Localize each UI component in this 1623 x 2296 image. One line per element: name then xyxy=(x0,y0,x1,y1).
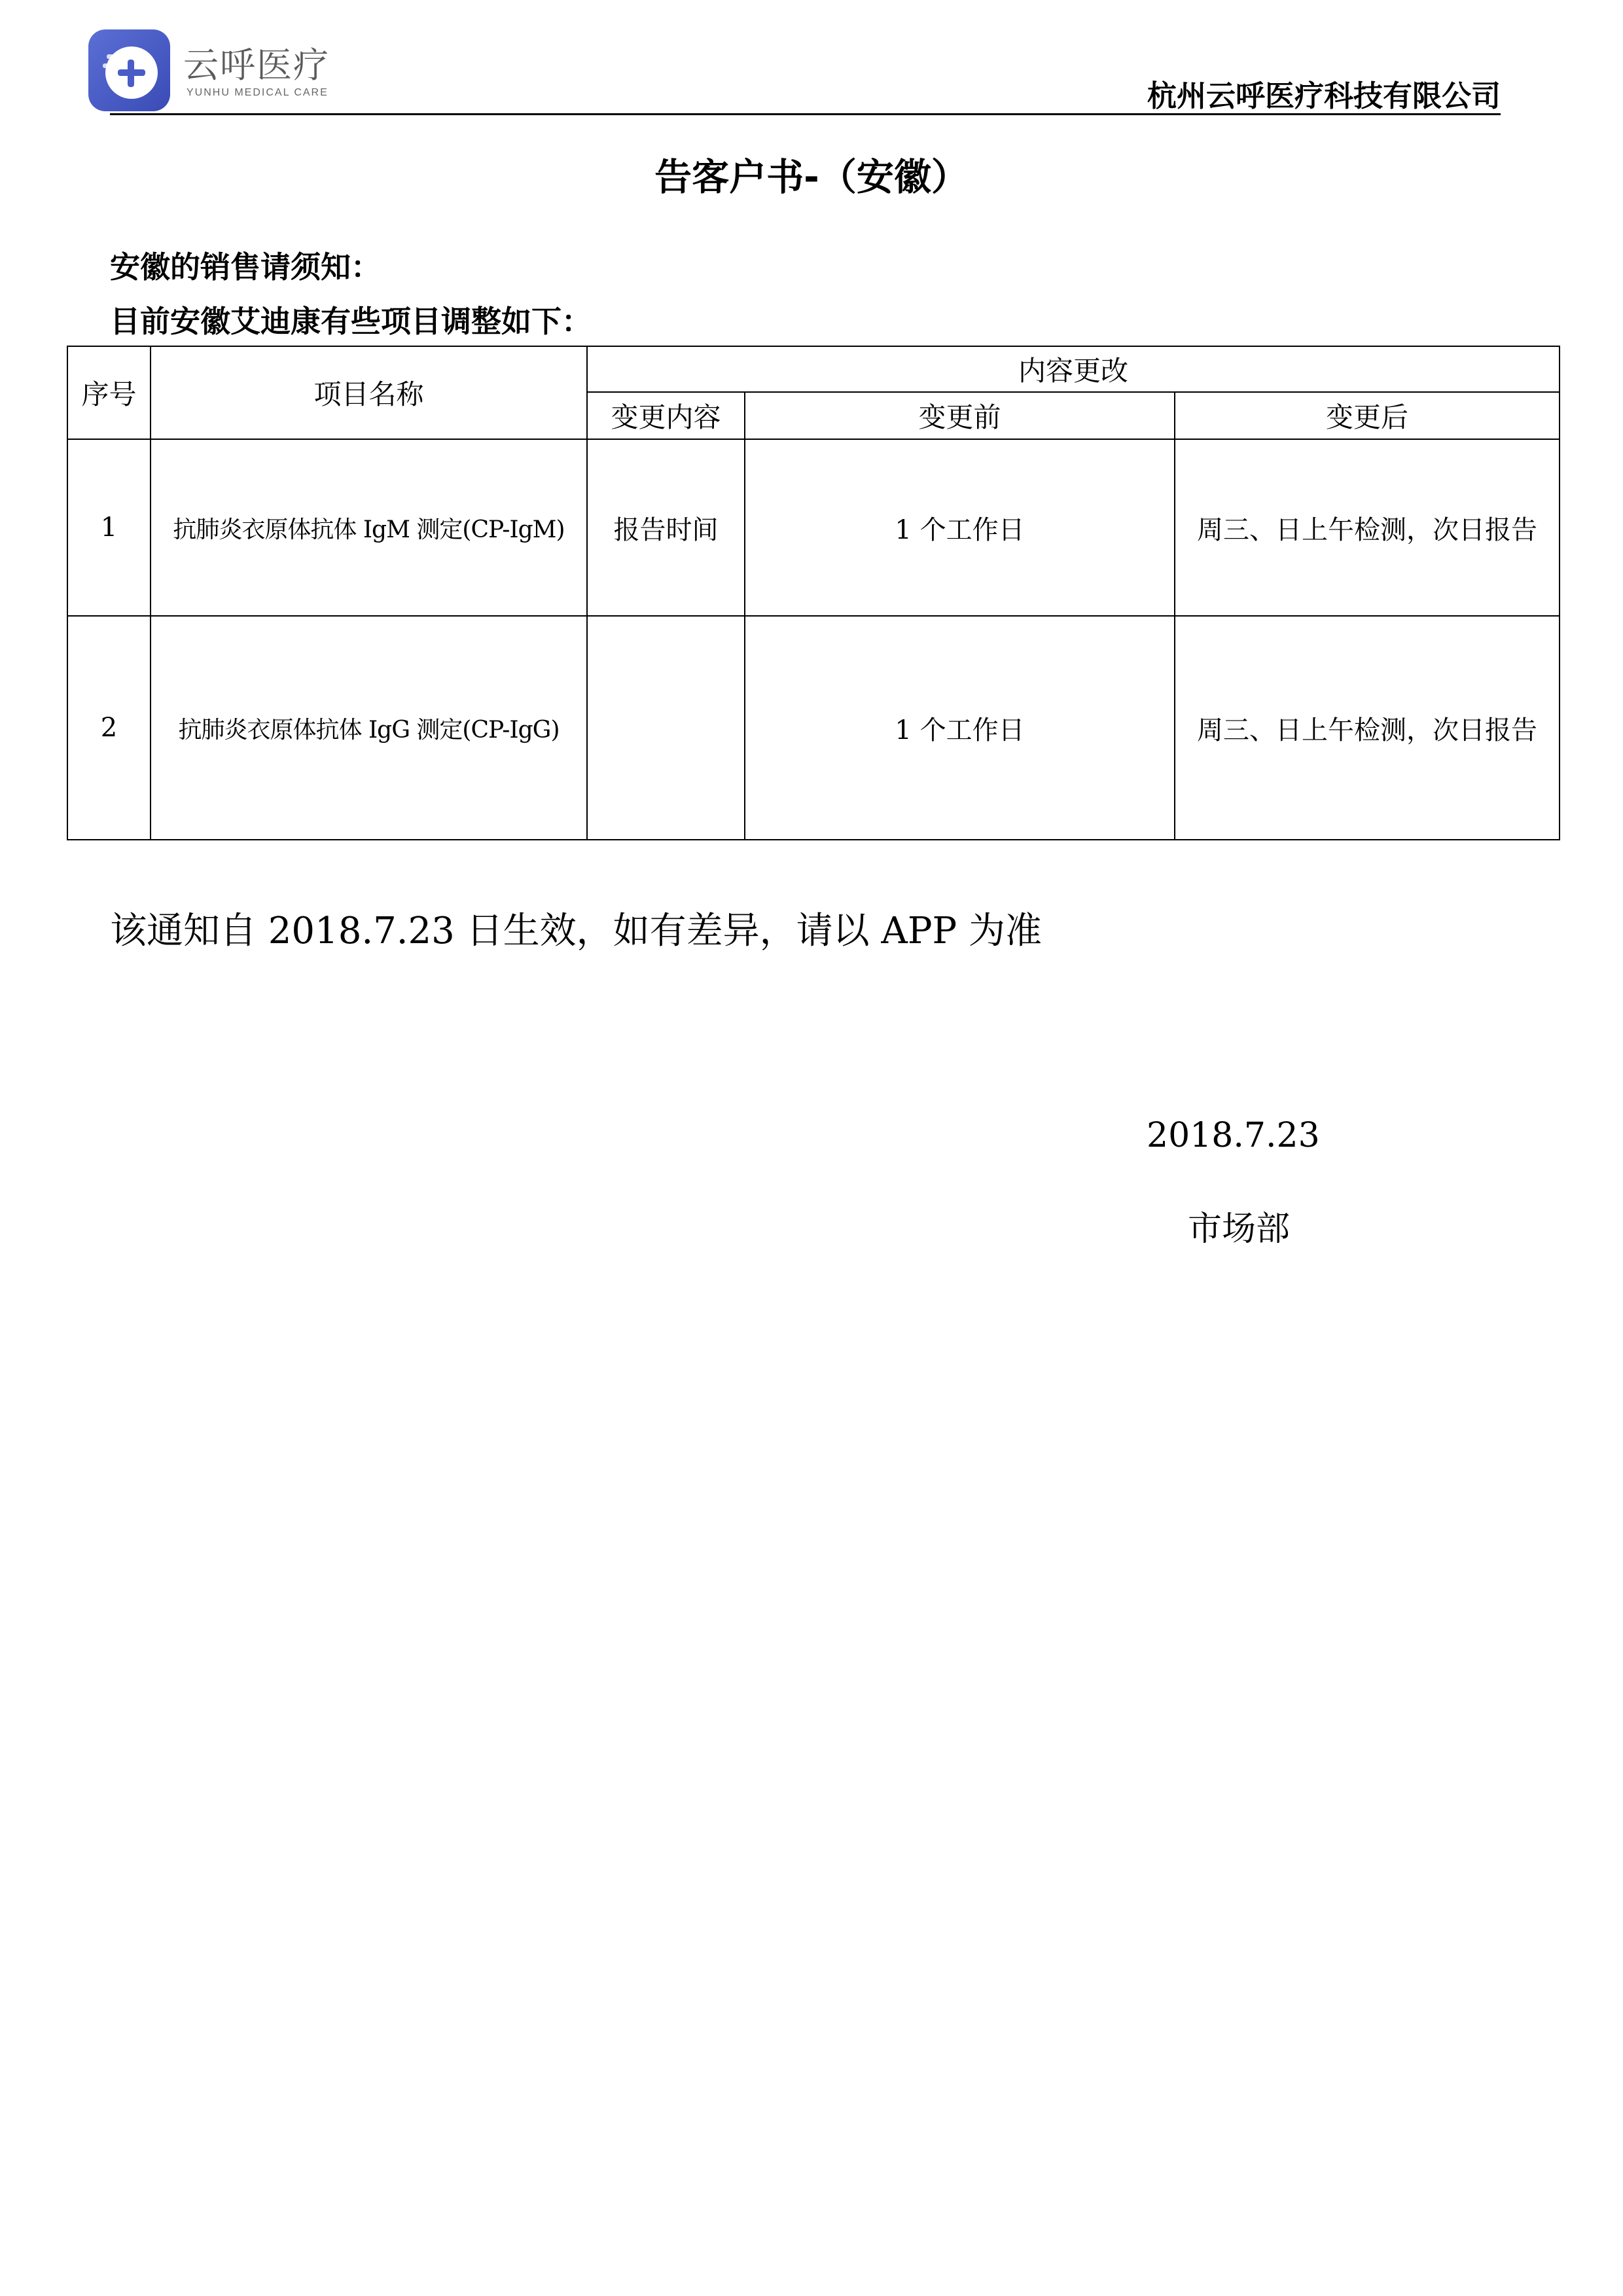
logo-chinese-text: 云呼医疗 xyxy=(183,45,330,86)
header-change-group: 内容更改 xyxy=(587,346,1560,392)
intro-line-1: 安徽的销售请须知： xyxy=(110,249,381,285)
header-item-name: 项目名称 xyxy=(151,346,587,439)
header-after: 变更后 xyxy=(1175,392,1560,439)
signature-department: 市场部 xyxy=(1188,1210,1291,1249)
cell-before: 1 个工作日 xyxy=(745,439,1175,616)
cell-seq: 1 xyxy=(67,439,151,616)
table-row xyxy=(67,439,1560,616)
header-seq: 序号 xyxy=(67,346,151,439)
company-logo xyxy=(88,29,363,111)
cell-after: 周三、日上午检测，次日报告 xyxy=(1175,616,1560,840)
cell-item-name: 抗肺炎衣原体抗体 IgM 测定(CP-IgM) xyxy=(151,439,587,616)
cell-change-content xyxy=(587,616,745,840)
effective-notice: 该通知自 2018.7.23 日生效，如有差异，请以 APP 为准 xyxy=(110,910,1043,952)
document-title: 告客户书-（安徽） xyxy=(654,156,969,199)
signature-date: 2018.7.23 xyxy=(1147,1116,1320,1155)
table-row xyxy=(67,616,1560,840)
company-name: 杭州云呼医疗科技有限公司 xyxy=(1147,79,1501,113)
cell-before: 1 个工作日 xyxy=(745,616,1175,840)
header-before: 变更前 xyxy=(745,392,1175,439)
header-change-content: 变更内容 xyxy=(587,392,745,439)
cell-seq: 2 xyxy=(67,616,151,840)
table-header-row xyxy=(67,346,1560,392)
cell-change-content: 报告时间 xyxy=(587,439,745,616)
logo-mark-icon xyxy=(88,29,170,111)
changes-table xyxy=(67,346,1560,840)
logo-english-text: YUNHU MEDICAL CARE xyxy=(187,87,329,98)
intro-line-2: 目前安徽艾迪康有些项目调整如下： xyxy=(110,304,592,339)
cell-after: 周三、日上午检测，次日报告 xyxy=(1175,439,1560,616)
cell-item-name: 抗肺炎衣原体抗体 IgG 测定(CP-IgG) xyxy=(151,616,587,840)
header-divider xyxy=(110,113,1501,115)
